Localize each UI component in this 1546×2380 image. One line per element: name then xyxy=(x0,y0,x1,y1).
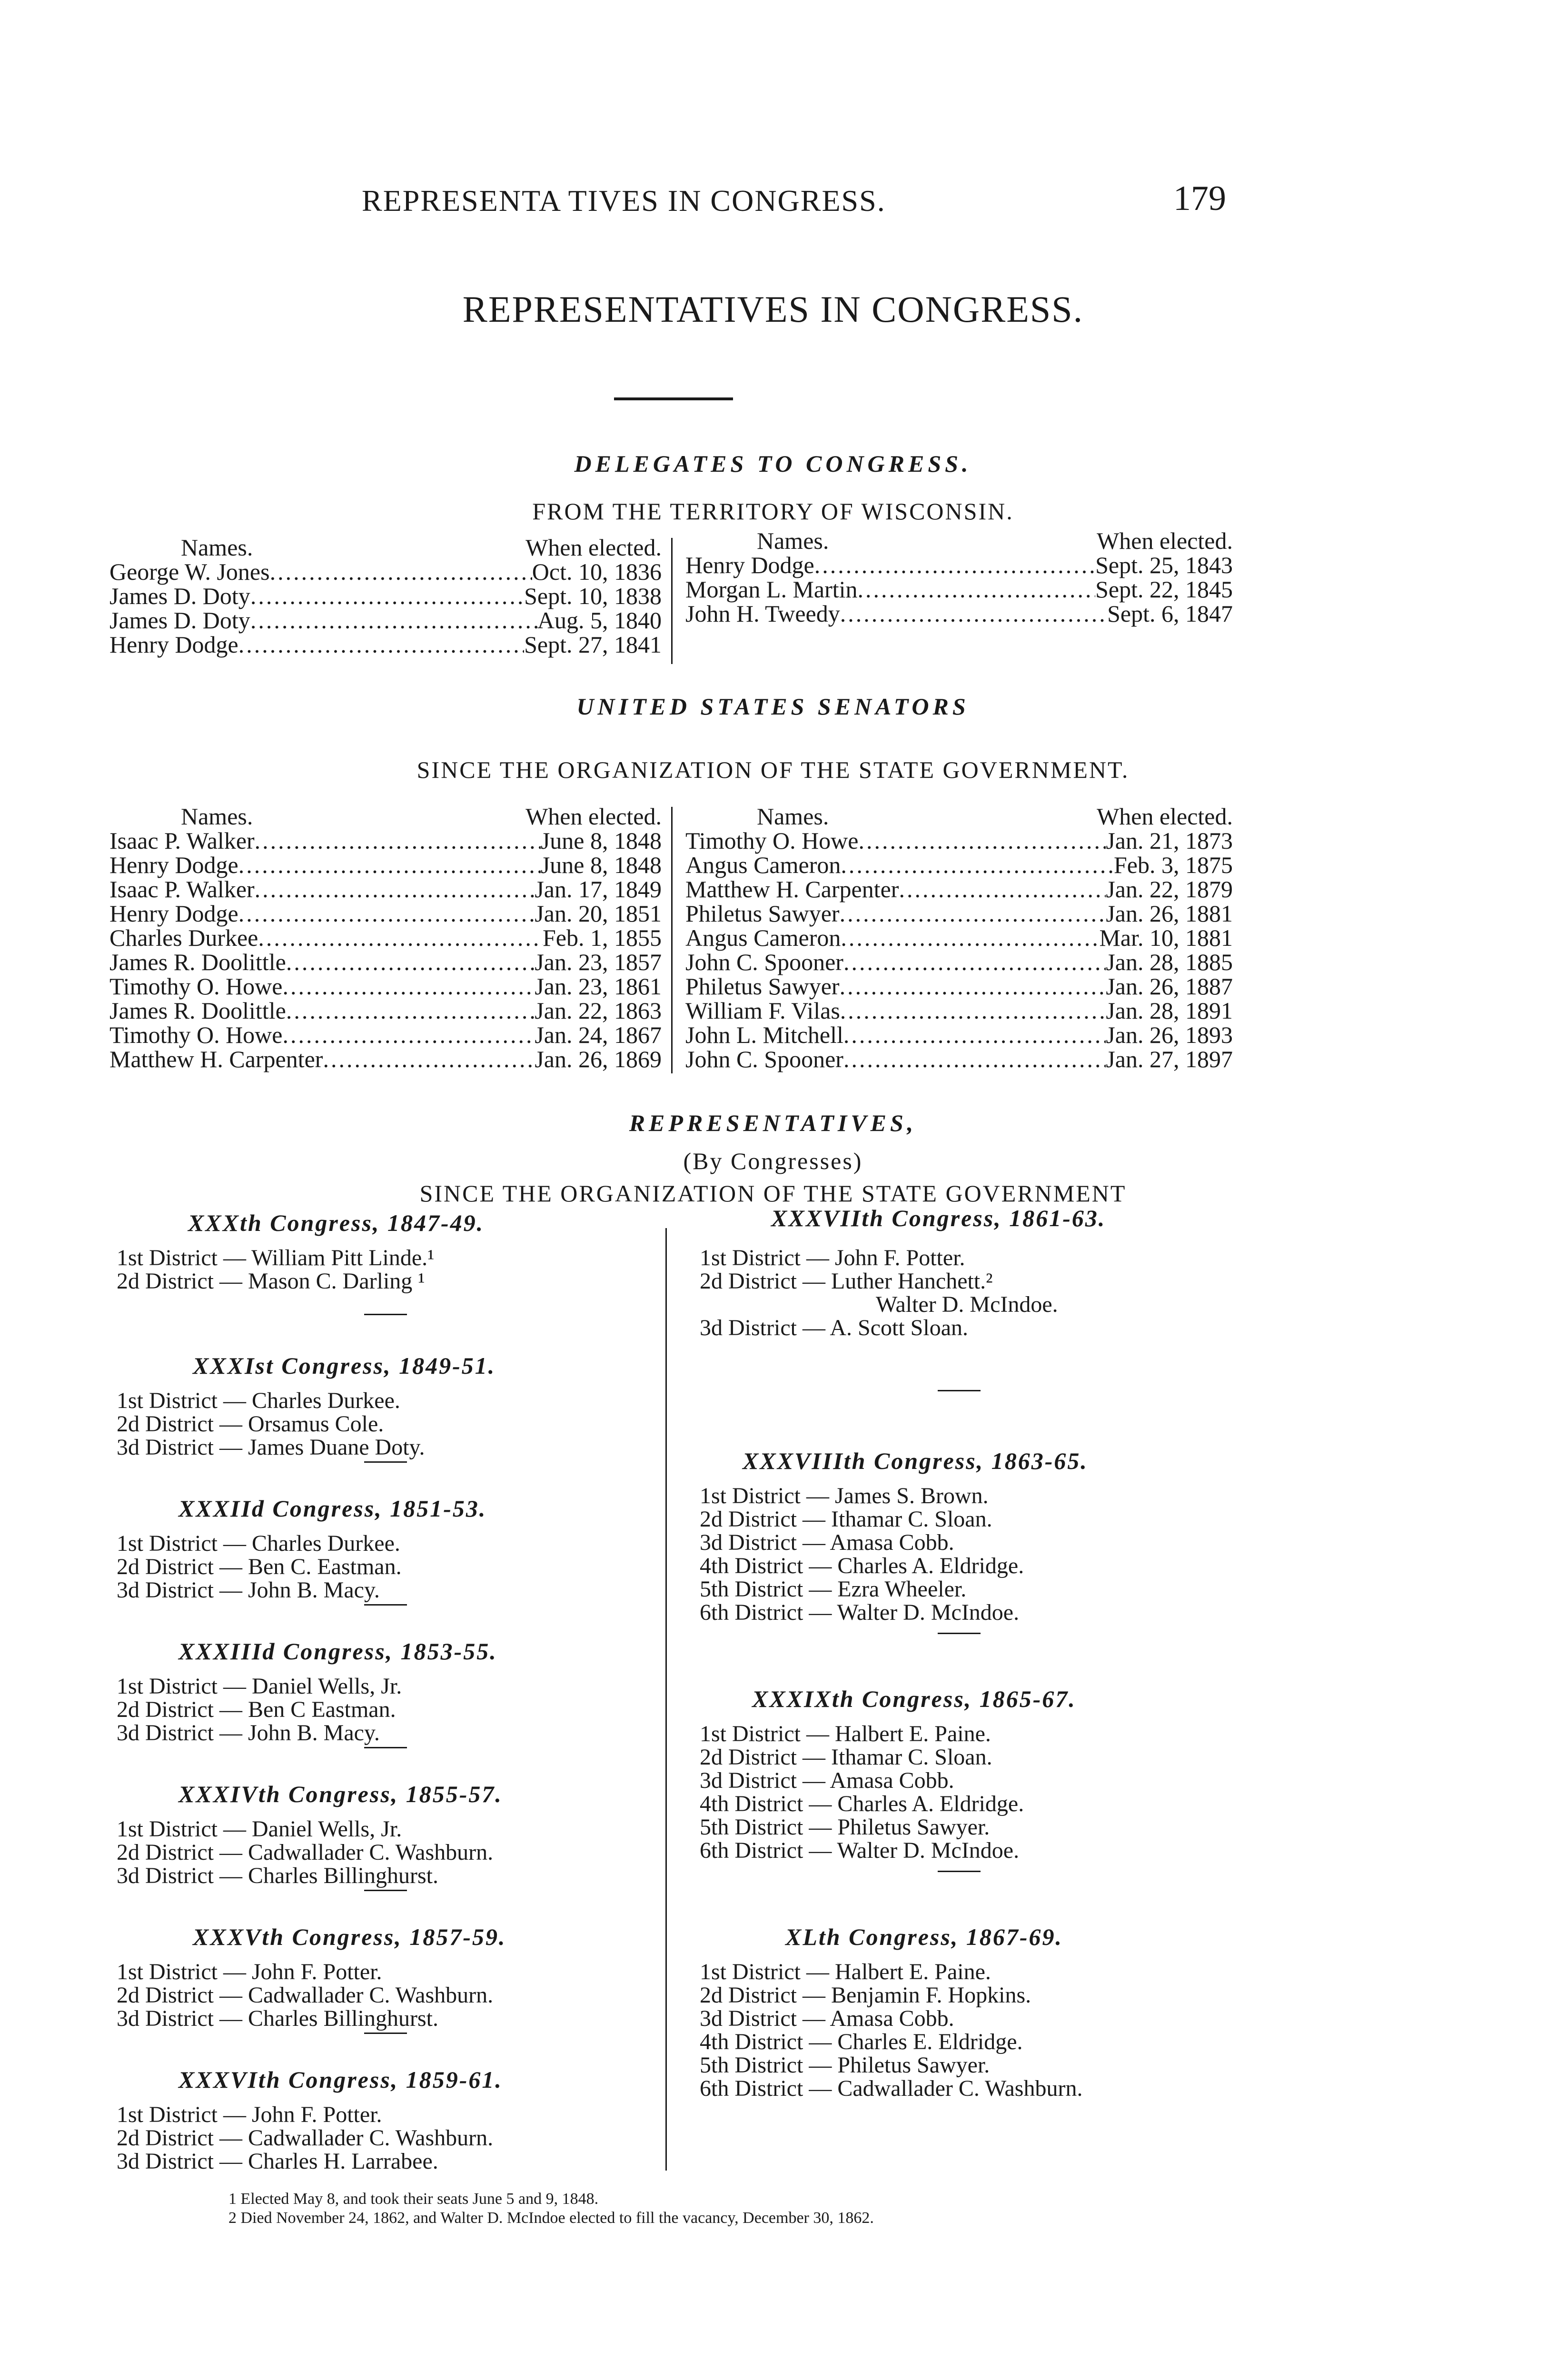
entry-date: Jan. 21, 1873 xyxy=(1106,827,1233,854)
district-line: 3d District — James Duane Doty. xyxy=(117,1435,425,1460)
entry-name: Isaac P. Walker xyxy=(109,876,255,902)
entry-date: Jan. 24, 1867 xyxy=(535,1021,662,1048)
dot-leader xyxy=(282,1023,535,1047)
entry-date: Jan. 23, 1861 xyxy=(535,973,662,1000)
title-rule xyxy=(614,397,733,400)
column-header-when: When elected. xyxy=(525,534,662,561)
entry-row xyxy=(109,853,662,877)
district-line: 1st District — James S. Brown. xyxy=(700,1483,989,1508)
congress-heading: XXXVIIIth Congress, 1863-65. xyxy=(743,1448,1088,1474)
entry-date: Jan. 20, 1851 xyxy=(535,900,662,927)
entry-date: Jan. 26, 1881 xyxy=(1106,900,1233,927)
district-line: 1st District — Charles Durkee. xyxy=(117,1531,400,1556)
entry-date: Sept. 27, 1841 xyxy=(524,631,662,658)
column-header-when: When elected. xyxy=(1097,803,1233,830)
entry-row xyxy=(685,877,1233,902)
dot-leader xyxy=(858,829,1106,853)
dot-leader xyxy=(843,950,1106,974)
district-line: 2d District — Luther Hanchett.² xyxy=(700,1269,993,1294)
dot-leader xyxy=(250,608,537,633)
congress-heading: XXXIId Congress, 1851-53. xyxy=(178,1495,487,1522)
congress-heading: XXXIIId Congress, 1853-55. xyxy=(178,1638,497,1665)
entry-name: Morgan L. Martin xyxy=(685,576,858,603)
district-line: 1st District — John F. Potter. xyxy=(117,2102,382,2127)
representatives-table xyxy=(109,1205,1233,2190)
dot-leader xyxy=(840,999,1106,1023)
district-list xyxy=(117,1246,435,1293)
district-list xyxy=(700,1722,1024,1862)
entry-name: Timothy O. Howe xyxy=(109,1021,283,1048)
column-header-names: Names. xyxy=(181,534,253,561)
entry-name: Matthew H. Carpenter xyxy=(685,876,899,902)
district-list xyxy=(117,1817,493,1887)
dot-leader xyxy=(840,974,1106,999)
column-header-names: Names. xyxy=(181,803,253,830)
district-list xyxy=(700,1246,1058,1339)
delegates-left-list xyxy=(109,560,662,657)
entry-name: James R. Doolittle xyxy=(109,997,286,1024)
section-rule xyxy=(364,1890,407,1891)
section-rule xyxy=(364,1461,407,1463)
district-list xyxy=(117,1532,402,1602)
district-list xyxy=(700,1484,1024,1624)
entry-date: Feb. 1, 1855 xyxy=(543,924,662,951)
congress-heading: XLth Congress, 1867-69. xyxy=(785,1924,1063,1950)
entry-date: Jan. 17, 1849 xyxy=(535,876,662,902)
senators-subheading: SINCE THE ORGANIZATION OF THE STATE GOVERNMENT. xyxy=(416,756,1130,783)
entry-date: June 8, 1848 xyxy=(540,852,662,878)
district-line: 3d District — Amasa Cobb. xyxy=(700,1768,954,1793)
entry-row xyxy=(109,1023,662,1047)
district-line: 3d District — Amasa Cobb. xyxy=(700,2006,954,2031)
senators-table xyxy=(109,804,1233,1081)
entry-row xyxy=(685,577,1233,602)
dot-leader xyxy=(843,1047,1106,1071)
district-line: 3d District — John B. Macy. xyxy=(117,1720,380,1745)
congress-heading: XXXIXth Congress, 1865-67. xyxy=(752,1686,1076,1712)
entry-date: Jan. 23, 1857 xyxy=(535,949,662,975)
entry-row xyxy=(109,560,662,584)
entry-name: John H. Tweedy xyxy=(685,600,840,627)
dot-leader xyxy=(286,999,535,1023)
district-line: 5th District — Philetus Sawyer. xyxy=(700,1815,990,1840)
column-divider xyxy=(665,1228,667,2171)
entry-row xyxy=(109,999,662,1023)
column-header-when: When elected. xyxy=(525,803,662,830)
district-line: 1st District — Halbert E. Paine. xyxy=(700,1959,991,1984)
congress-heading: XXXIVth Congress, 1855-57. xyxy=(178,1781,503,1807)
district-line: 1st District — Daniel Wells, Jr. xyxy=(117,1674,402,1699)
entry-row xyxy=(685,553,1233,577)
district-line: 5th District — Philetus Sawyer. xyxy=(700,2053,990,2078)
entry-name: Angus Cameron xyxy=(685,852,841,878)
dot-leader xyxy=(323,1047,535,1071)
congress-heading: XXXVIIth Congress, 1861-63. xyxy=(771,1205,1106,1231)
dot-leader xyxy=(899,877,1106,902)
section-rule xyxy=(938,1633,981,1634)
dot-leader xyxy=(858,577,1096,602)
district-line: 6th District — Walter D. McIndoe. xyxy=(700,1600,1020,1625)
congress-heading: XXXth Congress, 1847-49. xyxy=(188,1210,485,1236)
entry-name: Philetus Sawyer xyxy=(685,973,840,1000)
entry-name: John C. Spooner xyxy=(685,1046,843,1072)
entry-row xyxy=(685,999,1233,1023)
congress-heading: XXXIst Congress, 1849-51. xyxy=(193,1352,496,1379)
representatives-heading: REPRESENTATIVES, xyxy=(629,1110,917,1136)
entry-name: Angus Cameron xyxy=(685,924,841,951)
district-line: 6th District — Walter D. McIndoe. xyxy=(700,1838,1020,1863)
dot-leader xyxy=(282,974,535,999)
district-list xyxy=(117,1389,425,1459)
column-divider xyxy=(671,538,673,664)
senators-left-list xyxy=(109,829,662,1071)
senators-right-list xyxy=(685,829,1233,1071)
entry-date: Sept. 22, 1845 xyxy=(1095,576,1233,603)
district-line: 2d District — Orsamus Cole. xyxy=(117,1411,384,1437)
entry-date: Oct. 10, 1836 xyxy=(532,558,662,585)
representatives-subheading: SINCE THE ORGANIZATION OF THE STATE GOVERNMENT xyxy=(419,1180,1127,1207)
entry-row xyxy=(109,926,662,950)
entry-date: Jan. 22, 1863 xyxy=(535,997,662,1024)
entry-date: Jan. 28, 1891 xyxy=(1106,997,1233,1024)
entry-row xyxy=(685,853,1233,877)
entry-name: James R. Doolittle xyxy=(109,949,286,975)
district-line: 3d District — John B. Macy. xyxy=(117,1577,380,1603)
senators-right-column xyxy=(685,804,1233,1071)
congress-heading: XXXVth Congress, 1857-59. xyxy=(193,1924,506,1950)
entry-row xyxy=(685,926,1233,950)
district-line: 2d District — Cadwallader C. Washburn. xyxy=(117,1840,494,1865)
district-line: 3d District — Amasa Cobb. xyxy=(700,1530,954,1555)
dot-leader xyxy=(286,950,535,974)
entry-date: Jan. 26, 1893 xyxy=(1106,1021,1233,1048)
district-list xyxy=(117,1675,402,1745)
congress-heading: XXXVIth Congress, 1859-61. xyxy=(178,2066,503,2093)
delegates-right-column xyxy=(685,527,1233,627)
district-line: 2d District — Cadwallader C. Washburn. xyxy=(117,1983,494,2008)
entry-row xyxy=(109,608,662,633)
entry-date: Sept. 6, 1847 xyxy=(1107,600,1233,627)
district-line: 3d District — Charles Billinghurst. xyxy=(117,2006,438,2031)
district-line: 2d District — Benjamin F. Hopkins. xyxy=(700,1983,1031,2008)
district-line: 2d District — Ben C Eastman. xyxy=(117,1697,396,1722)
entry-name: John L. Mitchell xyxy=(685,1021,843,1048)
dot-leader xyxy=(238,633,524,657)
delegates-right-list xyxy=(685,553,1233,626)
entry-row xyxy=(109,902,662,926)
section-rule xyxy=(364,1604,407,1606)
dot-leader xyxy=(250,584,524,608)
entry-date: Feb. 3, 1875 xyxy=(1114,852,1233,878)
dot-leader xyxy=(840,902,1106,926)
district-line: Walter D. McIndoe. xyxy=(876,1292,1058,1317)
running-head xyxy=(0,179,1546,226)
entry-name: James D. Doty xyxy=(109,583,250,609)
district-list xyxy=(700,1960,1082,2100)
district-line: 6th District — Cadwallader C. Washburn. xyxy=(700,2076,1083,2101)
entry-name: George W. Jones xyxy=(109,558,270,585)
entry-row xyxy=(685,1047,1233,1071)
page-number: 179 xyxy=(1173,179,1226,218)
entry-name: Timothy O. Howe xyxy=(685,827,859,854)
column-header-when: When elected. xyxy=(1097,527,1233,554)
entry-row xyxy=(685,950,1233,974)
entry-row xyxy=(109,974,662,999)
entry-date: Mar. 10, 1881 xyxy=(1099,924,1233,951)
entry-name: John C. Spooner xyxy=(685,949,843,975)
delegates-subheading: FROM THE TERRITORY OF WISCONSIN. xyxy=(532,498,1014,525)
entry-row xyxy=(109,950,662,974)
footnote-1: 1 Elected May 8, and took their seats June 5 and 9, 1848. xyxy=(228,2190,599,2208)
page-title: REPRESENTATIVES IN CONGRESS. xyxy=(462,288,1084,330)
district-line: 2d District — Mason C. Darling ¹ xyxy=(117,1269,425,1294)
district-line: 1st District — William Pitt Linde.¹ xyxy=(117,1245,435,1270)
delegates-left-column xyxy=(109,536,662,657)
delegates-right-header xyxy=(685,529,1233,553)
district-line: 2d District — Ithamar C. Sloan. xyxy=(700,1507,992,1532)
senators-left-column xyxy=(109,804,662,1071)
section-rule xyxy=(364,1314,407,1315)
entry-date: June 8, 1848 xyxy=(540,827,662,854)
entry-name: Matthew H. Carpenter xyxy=(109,1046,323,1072)
district-line: 1st District — Charles Durkee. xyxy=(117,1388,400,1413)
entry-name: Henry Dodge xyxy=(109,852,238,878)
running-head-title: REPRESENTA TIVES IN CONGRESS. xyxy=(362,184,886,218)
district-list xyxy=(117,1960,493,2030)
entry-name: Henry Dodge xyxy=(685,552,814,578)
senators-left-header xyxy=(109,804,662,829)
representatives-by: (By Congresses) xyxy=(683,1148,863,1174)
entry-name: Timothy O. Howe xyxy=(109,973,283,1000)
entry-date: Aug. 5, 1840 xyxy=(537,607,662,634)
entry-row xyxy=(109,877,662,902)
entry-name: William F. Vilas xyxy=(685,997,840,1024)
entry-date: Jan. 26, 1887 xyxy=(1106,973,1233,1000)
district-line: 4th District — Charles E. Eldridge. xyxy=(700,2029,1023,2054)
dot-leader xyxy=(814,553,1095,577)
dot-leader xyxy=(255,877,535,902)
dot-leader xyxy=(238,853,541,877)
senators-right-header xyxy=(685,804,1233,829)
entry-name: Philetus Sawyer xyxy=(685,900,840,927)
entry-name: James D. Doty xyxy=(109,607,250,634)
dot-leader xyxy=(840,602,1107,626)
delegates-heading: DELEGATES TO CONGRESS. xyxy=(574,450,972,477)
dot-leader xyxy=(270,560,532,584)
section-rule xyxy=(938,1871,981,1872)
dot-leader xyxy=(843,1023,1106,1047)
footnotes xyxy=(228,2190,874,2228)
entry-date: Sept. 25, 1843 xyxy=(1095,552,1233,578)
entry-name: Henry Dodge xyxy=(109,631,238,658)
column-header-names: Names. xyxy=(757,527,829,554)
section-rule xyxy=(938,1390,981,1391)
dot-leader xyxy=(841,926,1099,950)
section-rule xyxy=(364,2033,407,2034)
district-line: 3d District — Charles H. Larrabee. xyxy=(117,2149,438,2174)
district-line: 4th District — Charles A. Eldridge. xyxy=(700,1553,1024,1578)
entry-row xyxy=(109,633,662,657)
entry-date: Jan. 22, 1879 xyxy=(1106,876,1233,902)
district-list xyxy=(117,2103,493,2173)
column-divider xyxy=(671,807,673,1073)
entry-date: Jan. 27, 1897 xyxy=(1106,1046,1233,1072)
district-line: 1st District — John F. Potter. xyxy=(117,1959,382,1984)
entry-row xyxy=(109,829,662,853)
entry-date: Jan. 26, 1869 xyxy=(535,1046,662,1072)
district-line: 5th District — Ezra Wheeler. xyxy=(700,1577,967,1602)
delegates-table xyxy=(109,527,1233,664)
dot-leader xyxy=(238,902,535,926)
entry-name: Charles Durkee xyxy=(109,924,258,951)
entry-row xyxy=(109,584,662,608)
district-line: 2d District — Ithamar C. Sloan. xyxy=(700,1745,992,1770)
footnote-2: 2 Died November 24, 1862, and Walter D. McIndoe elected to fill the vacancy, December 30, 1862. xyxy=(228,2209,874,2227)
district-line: 1st District — John F. Potter. xyxy=(700,1245,965,1270)
dot-leader xyxy=(255,829,541,853)
entry-row xyxy=(685,974,1233,999)
dot-leader xyxy=(258,926,543,950)
entry-row xyxy=(685,829,1233,853)
delegates-left-header xyxy=(109,536,662,560)
dot-leader xyxy=(841,853,1114,877)
entry-date: Jan. 28, 1885 xyxy=(1106,949,1233,975)
district-line: 4th District — Charles A. Eldridge. xyxy=(700,1791,1024,1816)
district-line: 3d District — Charles Billinghurst. xyxy=(117,1863,438,1888)
column-header-names: Names. xyxy=(757,803,829,830)
entry-date: Sept. 10, 1838 xyxy=(524,583,662,609)
entry-row xyxy=(109,1047,662,1071)
senators-heading: UNITED STATES SENATORS xyxy=(576,693,970,720)
district-line: 1st District — Daniel Wells, Jr. xyxy=(117,1816,402,1842)
entry-name: Henry Dodge xyxy=(109,900,238,927)
entry-row xyxy=(685,1023,1233,1047)
section-rule xyxy=(364,1747,407,1748)
entry-row xyxy=(685,902,1233,926)
district-line: 2d District — Ben C. Eastman. xyxy=(117,1554,402,1579)
district-line: 1st District — Halbert E. Paine. xyxy=(700,1721,991,1746)
entry-row xyxy=(685,602,1233,626)
entry-name: Isaac P. Walker xyxy=(109,827,255,854)
district-line: 3d District — A. Scott Sloan. xyxy=(700,1315,968,1340)
district-line: 2d District — Cadwallader C. Washburn. xyxy=(117,2125,494,2151)
